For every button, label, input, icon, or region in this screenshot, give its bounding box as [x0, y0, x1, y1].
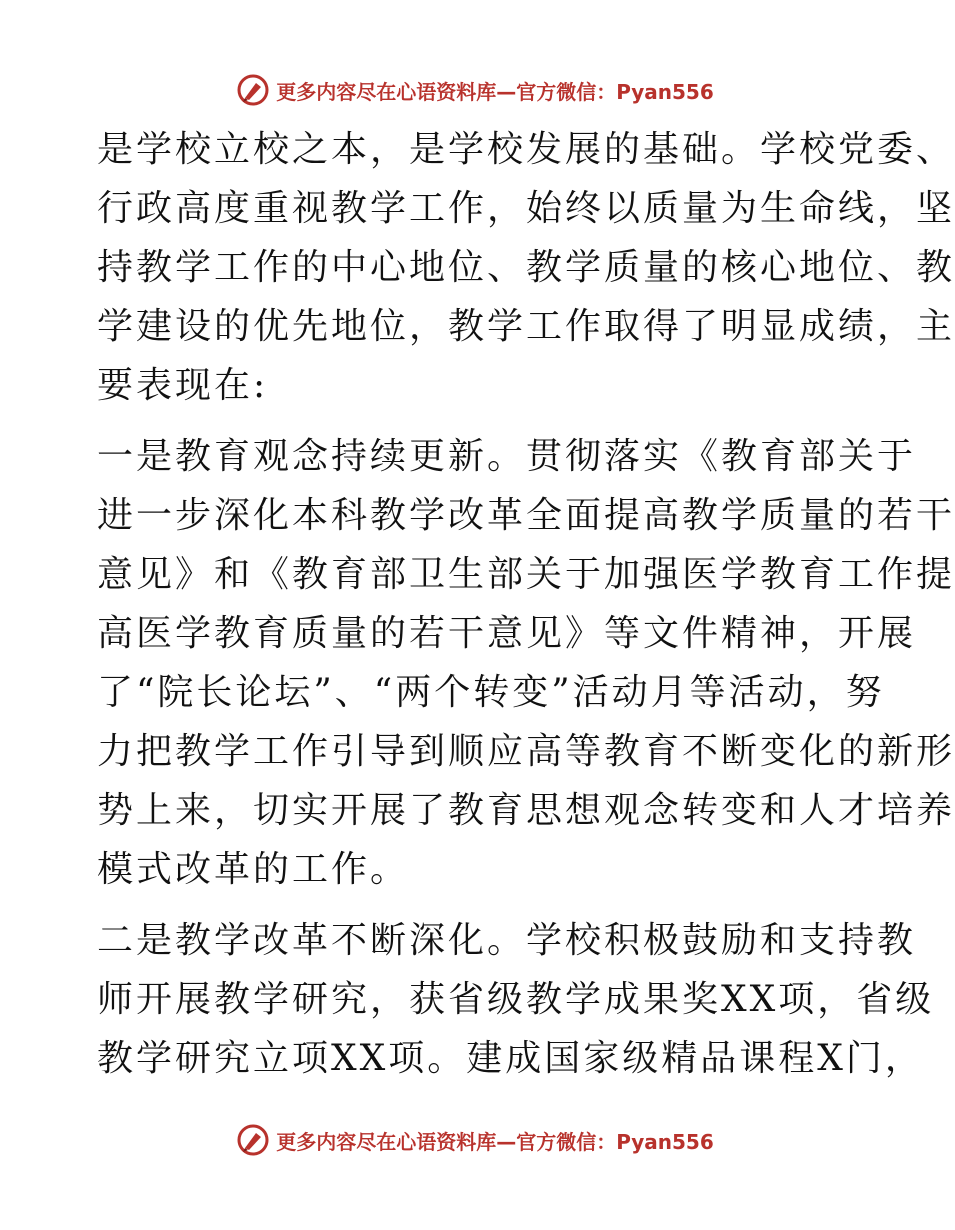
- paragraph-2: [97, 427, 955, 899]
- header-banner-text: 更多内容尽在心语资料库—官方微信：Pyan556: [276, 79, 714, 104]
- text-line: 是学校立校之本，是学校发展的基础。学校党委、: [97, 129, 955, 170]
- pen-nib-icon: [236, 73, 270, 107]
- document-body: [97, 120, 955, 1088]
- paragraph-1: [97, 120, 955, 415]
- text-line: 学建设的优先地位，教学工作取得了明显成绩，主: [97, 306, 955, 347]
- text-line: 教学研究立项XX项。建成国家级精品课程X门，: [97, 1038, 924, 1079]
- text-line: 了“院长论坛”、“两个转变”活动月等活动，努: [97, 672, 885, 713]
- text-line: 师开展教学研究，获省级教学成果奖XX项，省级: [97, 979, 935, 1020]
- footer-watermark: [0, 1120, 950, 1160]
- text-line: 势上来，切实开展了教育思想观念转变和人才培养: [97, 790, 955, 831]
- text-line: 意见》和《教育部卫生部关于加强医学教育工作提: [97, 554, 955, 595]
- text-line: 高医学教育质量的若干意见》等文件精神，开展: [97, 613, 917, 654]
- text-line: 力把教学工作引导到顺应高等教育不断变化的新形: [97, 731, 955, 772]
- text-line: 要表现在:: [97, 365, 269, 406]
- text-line: 二是教学改革不断深化。学校积极鼓励和支持教: [97, 920, 917, 961]
- paragraph-3: [97, 911, 935, 1088]
- footer-banner-text: 更多内容尽在心语资料库—官方微信：Pyan556: [276, 1129, 714, 1154]
- text-line: 一是教育观念持续更新。贯彻落实《教育部关于: [97, 436, 917, 477]
- text-line: 持教学工作的中心地位、教学质量的核心地位、教: [97, 247, 955, 288]
- pen-nib-icon: [236, 1123, 270, 1157]
- text-line: 行政高度重视教学工作，始终以质量为生命线，坚: [97, 188, 955, 229]
- text-line: 模式改革的工作。: [97, 849, 410, 890]
- header-watermark: [0, 70, 950, 110]
- text-line: 进一步深化本科教学改革全面提高教学质量的若干: [97, 495, 955, 536]
